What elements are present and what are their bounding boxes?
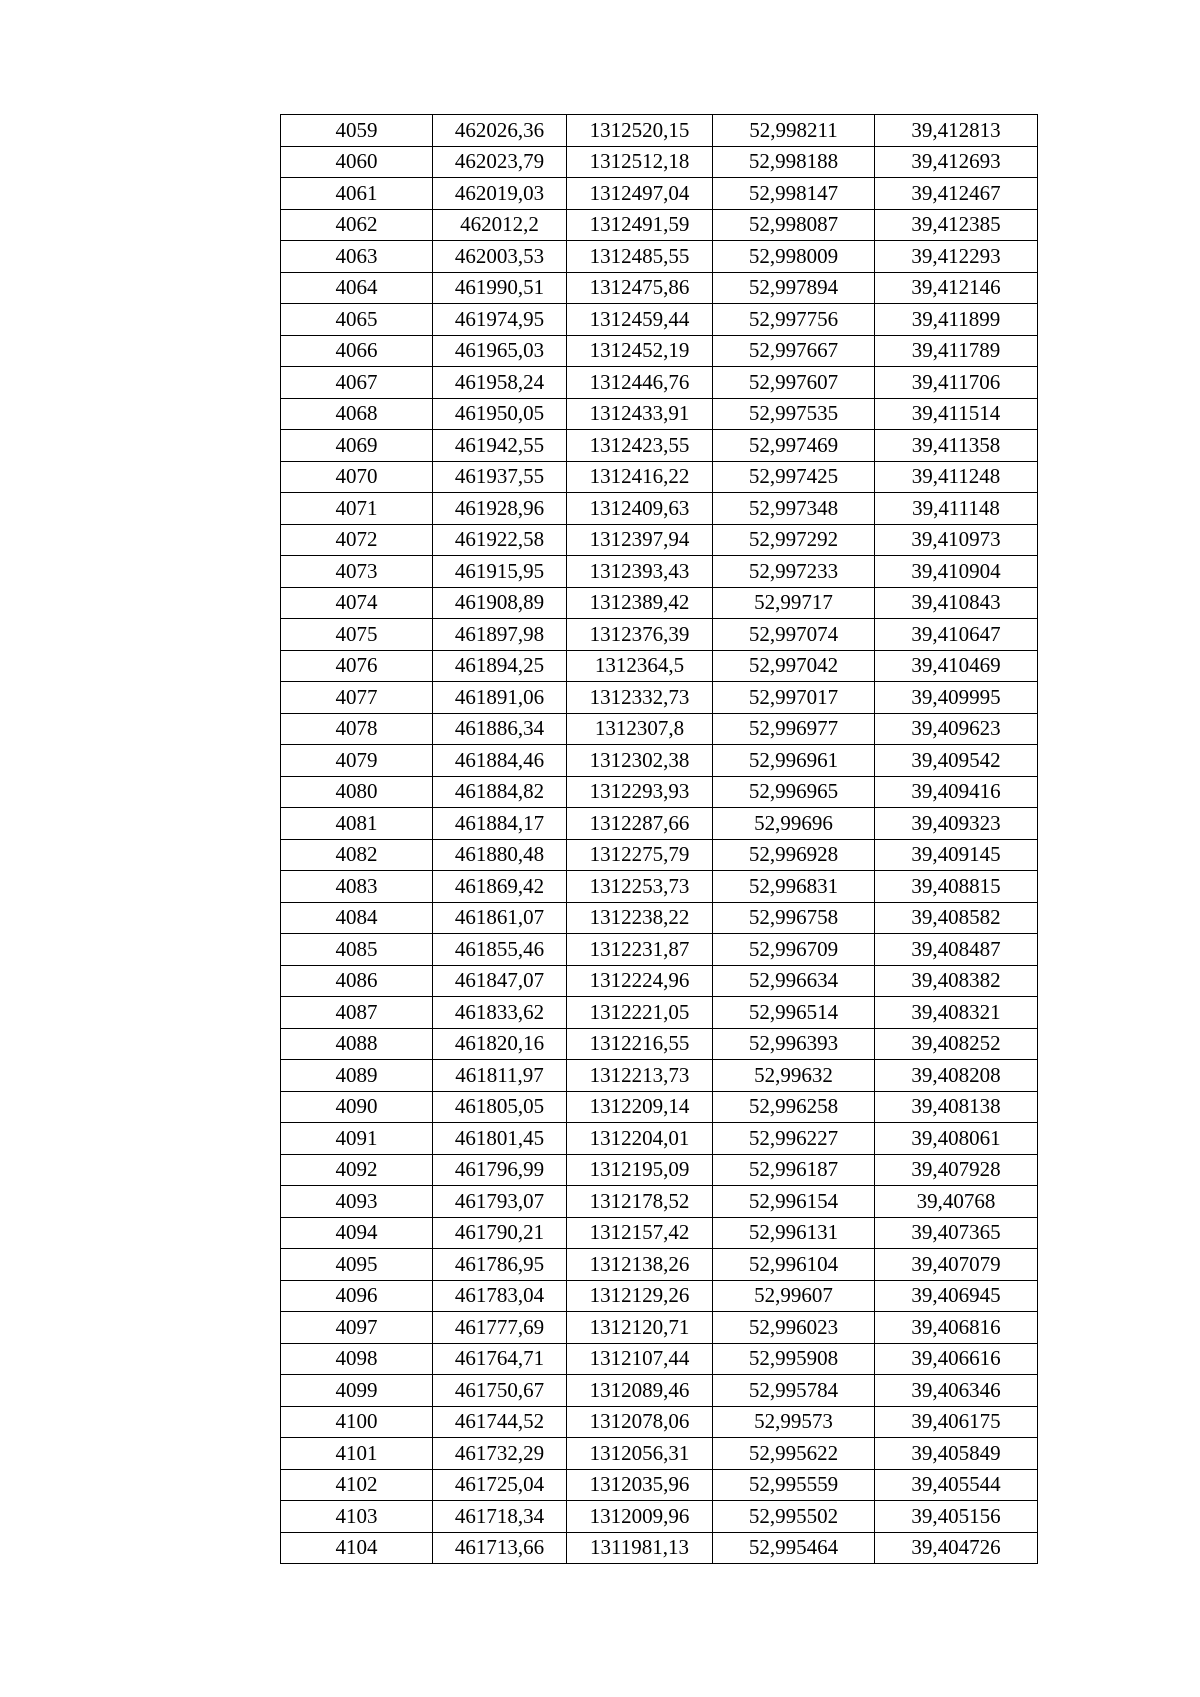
y-coordinate-cell: 1312078,06 xyxy=(567,1406,713,1438)
x-coordinate-cell: 461820,16 xyxy=(433,1028,567,1060)
point-number-cell: 4073 xyxy=(281,556,433,588)
y-coordinate-cell: 1312056,31 xyxy=(567,1438,713,1470)
point-number-cell: 4087 xyxy=(281,997,433,1029)
point-number-cell: 4063 xyxy=(281,241,433,273)
x-coordinate-cell: 462023,79 xyxy=(433,146,567,178)
longitude-cell: 39,412385 xyxy=(875,209,1038,241)
latitude-cell: 52,996634 xyxy=(713,965,875,997)
point-number-cell: 4071 xyxy=(281,493,433,525)
x-coordinate-cell: 461990,51 xyxy=(433,272,567,304)
latitude-cell: 52,996965 xyxy=(713,776,875,808)
point-number-cell: 4075 xyxy=(281,619,433,651)
longitude-cell: 39,412467 xyxy=(875,178,1038,210)
latitude-cell: 52,997894 xyxy=(713,272,875,304)
table-row xyxy=(281,1154,1038,1186)
longitude-cell: 39,408487 xyxy=(875,934,1038,966)
y-coordinate-cell: 1312009,96 xyxy=(567,1501,713,1533)
x-coordinate-cell: 461886,34 xyxy=(433,713,567,745)
point-number-cell: 4065 xyxy=(281,304,433,336)
x-coordinate-cell: 461805,05 xyxy=(433,1091,567,1123)
latitude-cell: 52,996831 xyxy=(713,871,875,903)
y-coordinate-cell: 1312178,52 xyxy=(567,1186,713,1218)
point-number-cell: 4060 xyxy=(281,146,433,178)
longitude-cell: 39,411706 xyxy=(875,367,1038,399)
latitude-cell: 52,996258 xyxy=(713,1091,875,1123)
point-number-cell: 4074 xyxy=(281,587,433,619)
table-row xyxy=(281,1406,1038,1438)
point-number-cell: 4091 xyxy=(281,1123,433,1155)
longitude-cell: 39,405156 xyxy=(875,1501,1038,1533)
y-coordinate-cell: 1312195,09 xyxy=(567,1154,713,1186)
y-coordinate-cell: 1312423,55 xyxy=(567,430,713,462)
x-coordinate-cell: 461713,66 xyxy=(433,1532,567,1564)
y-coordinate-cell: 1312120,71 xyxy=(567,1312,713,1344)
y-coordinate-cell: 1312204,01 xyxy=(567,1123,713,1155)
longitude-cell: 39,407365 xyxy=(875,1217,1038,1249)
y-coordinate-cell: 1312035,96 xyxy=(567,1469,713,1501)
latitude-cell: 52,996131 xyxy=(713,1217,875,1249)
x-coordinate-cell: 461894,25 xyxy=(433,650,567,682)
table-row xyxy=(281,776,1038,808)
table-row xyxy=(281,650,1038,682)
y-coordinate-cell: 1312287,66 xyxy=(567,808,713,840)
longitude-cell: 39,408382 xyxy=(875,965,1038,997)
longitude-cell: 39,412293 xyxy=(875,241,1038,273)
longitude-cell: 39,406175 xyxy=(875,1406,1038,1438)
latitude-cell: 52,99607 xyxy=(713,1280,875,1312)
longitude-cell: 39,409416 xyxy=(875,776,1038,808)
x-coordinate-cell: 461861,07 xyxy=(433,902,567,934)
longitude-cell: 39,409323 xyxy=(875,808,1038,840)
latitude-cell: 52,99717 xyxy=(713,587,875,619)
x-coordinate-cell: 461801,45 xyxy=(433,1123,567,1155)
longitude-cell: 39,405849 xyxy=(875,1438,1038,1470)
longitude-cell: 39,40768 xyxy=(875,1186,1038,1218)
longitude-cell: 39,411358 xyxy=(875,430,1038,462)
table-row xyxy=(281,335,1038,367)
point-number-cell: 4094 xyxy=(281,1217,433,1249)
longitude-cell: 39,410647 xyxy=(875,619,1038,651)
y-coordinate-cell: 1312293,93 xyxy=(567,776,713,808)
table-row xyxy=(281,808,1038,840)
point-number-cell: 4086 xyxy=(281,965,433,997)
latitude-cell: 52,996187 xyxy=(713,1154,875,1186)
x-coordinate-cell: 461783,04 xyxy=(433,1280,567,1312)
longitude-cell: 39,406945 xyxy=(875,1280,1038,1312)
longitude-cell: 39,406346 xyxy=(875,1375,1038,1407)
y-coordinate-cell: 1312332,73 xyxy=(567,682,713,714)
table-row xyxy=(281,745,1038,777)
latitude-cell: 52,996023 xyxy=(713,1312,875,1344)
latitude-cell: 52,998087 xyxy=(713,209,875,241)
latitude-cell: 52,996709 xyxy=(713,934,875,966)
table-row xyxy=(281,1186,1038,1218)
table-row xyxy=(281,1060,1038,1092)
longitude-cell: 39,409995 xyxy=(875,682,1038,714)
point-number-cell: 4093 xyxy=(281,1186,433,1218)
x-coordinate-cell: 461965,03 xyxy=(433,335,567,367)
y-coordinate-cell: 1312307,8 xyxy=(567,713,713,745)
latitude-cell: 52,997469 xyxy=(713,430,875,462)
y-coordinate-cell: 1312393,43 xyxy=(567,556,713,588)
table-row xyxy=(281,461,1038,493)
latitude-cell: 52,996977 xyxy=(713,713,875,745)
table-row xyxy=(281,1343,1038,1375)
longitude-cell: 39,405544 xyxy=(875,1469,1038,1501)
table-row xyxy=(281,1123,1038,1155)
table-row xyxy=(281,1375,1038,1407)
table-row xyxy=(281,997,1038,1029)
y-coordinate-cell: 1312209,14 xyxy=(567,1091,713,1123)
y-coordinate-cell: 1312376,39 xyxy=(567,619,713,651)
point-number-cell: 4069 xyxy=(281,430,433,462)
latitude-cell: 52,996961 xyxy=(713,745,875,777)
table-row xyxy=(281,241,1038,273)
longitude-cell: 39,410843 xyxy=(875,587,1038,619)
longitude-cell: 39,410973 xyxy=(875,524,1038,556)
x-coordinate-cell: 461884,82 xyxy=(433,776,567,808)
y-coordinate-cell: 1312275,79 xyxy=(567,839,713,871)
latitude-cell: 52,996227 xyxy=(713,1123,875,1155)
longitude-cell: 39,411899 xyxy=(875,304,1038,336)
point-number-cell: 4082 xyxy=(281,839,433,871)
x-coordinate-cell: 461897,98 xyxy=(433,619,567,651)
longitude-cell: 39,408061 xyxy=(875,1123,1038,1155)
y-coordinate-cell: 1312364,5 xyxy=(567,650,713,682)
table-row xyxy=(281,178,1038,210)
point-number-cell: 4098 xyxy=(281,1343,433,1375)
latitude-cell: 52,995908 xyxy=(713,1343,875,1375)
y-coordinate-cell: 1312433,91 xyxy=(567,398,713,430)
latitude-cell: 52,996928 xyxy=(713,839,875,871)
y-coordinate-cell: 1312497,04 xyxy=(567,178,713,210)
latitude-cell: 52,997667 xyxy=(713,335,875,367)
longitude-cell: 39,409145 xyxy=(875,839,1038,871)
longitude-cell: 39,410469 xyxy=(875,650,1038,682)
y-coordinate-cell: 1312107,44 xyxy=(567,1343,713,1375)
table-row xyxy=(281,556,1038,588)
x-coordinate-cell: 462003,53 xyxy=(433,241,567,273)
point-number-cell: 4067 xyxy=(281,367,433,399)
table-row xyxy=(281,524,1038,556)
y-coordinate-cell: 1312238,22 xyxy=(567,902,713,934)
longitude-cell: 39,404726 xyxy=(875,1532,1038,1564)
longitude-cell: 39,412693 xyxy=(875,146,1038,178)
longitude-cell: 39,411789 xyxy=(875,335,1038,367)
table-row xyxy=(281,304,1038,336)
y-coordinate-cell: 1312213,73 xyxy=(567,1060,713,1092)
longitude-cell: 39,408321 xyxy=(875,997,1038,1029)
point-number-cell: 4064 xyxy=(281,272,433,304)
point-number-cell: 4089 xyxy=(281,1060,433,1092)
coordinates-table xyxy=(280,114,1038,1564)
x-coordinate-cell: 461732,29 xyxy=(433,1438,567,1470)
x-coordinate-cell: 461974,95 xyxy=(433,304,567,336)
y-coordinate-cell: 1312485,55 xyxy=(567,241,713,273)
x-coordinate-cell: 461942,55 xyxy=(433,430,567,462)
longitude-cell: 39,412146 xyxy=(875,272,1038,304)
coordinates-table-body xyxy=(281,115,1038,1564)
table-row xyxy=(281,682,1038,714)
table-row xyxy=(281,839,1038,871)
point-number-cell: 4095 xyxy=(281,1249,433,1281)
x-coordinate-cell: 461908,89 xyxy=(433,587,567,619)
latitude-cell: 52,997074 xyxy=(713,619,875,651)
latitude-cell: 52,998211 xyxy=(713,115,875,147)
longitude-cell: 39,408138 xyxy=(875,1091,1038,1123)
point-number-cell: 4090 xyxy=(281,1091,433,1123)
x-coordinate-cell: 461793,07 xyxy=(433,1186,567,1218)
x-coordinate-cell: 461718,34 xyxy=(433,1501,567,1533)
point-number-cell: 4077 xyxy=(281,682,433,714)
longitude-cell: 39,409542 xyxy=(875,745,1038,777)
table-row xyxy=(281,871,1038,903)
latitude-cell: 52,996154 xyxy=(713,1186,875,1218)
y-coordinate-cell: 1312452,19 xyxy=(567,335,713,367)
latitude-cell: 52,99632 xyxy=(713,1060,875,1092)
point-number-cell: 4081 xyxy=(281,808,433,840)
longitude-cell: 39,410904 xyxy=(875,556,1038,588)
y-coordinate-cell: 1312512,18 xyxy=(567,146,713,178)
x-coordinate-cell: 461884,46 xyxy=(433,745,567,777)
y-coordinate-cell: 1312231,87 xyxy=(567,934,713,966)
latitude-cell: 52,995502 xyxy=(713,1501,875,1533)
y-coordinate-cell: 1312459,44 xyxy=(567,304,713,336)
x-coordinate-cell: 461950,05 xyxy=(433,398,567,430)
latitude-cell: 52,997607 xyxy=(713,367,875,399)
latitude-cell: 52,995559 xyxy=(713,1469,875,1501)
latitude-cell: 52,997292 xyxy=(713,524,875,556)
table-row xyxy=(281,1438,1038,1470)
x-coordinate-cell: 461847,07 xyxy=(433,965,567,997)
table-row xyxy=(281,1280,1038,1312)
latitude-cell: 52,996104 xyxy=(713,1249,875,1281)
latitude-cell: 52,995464 xyxy=(713,1532,875,1564)
latitude-cell: 52,998009 xyxy=(713,241,875,273)
y-coordinate-cell: 1312446,76 xyxy=(567,367,713,399)
x-coordinate-cell: 461833,62 xyxy=(433,997,567,1029)
table-row xyxy=(281,1028,1038,1060)
table-row xyxy=(281,587,1038,619)
table-row xyxy=(281,209,1038,241)
point-number-cell: 4062 xyxy=(281,209,433,241)
latitude-cell: 52,995784 xyxy=(713,1375,875,1407)
longitude-cell: 39,406616 xyxy=(875,1343,1038,1375)
point-number-cell: 4072 xyxy=(281,524,433,556)
longitude-cell: 39,409623 xyxy=(875,713,1038,745)
point-number-cell: 4085 xyxy=(281,934,433,966)
x-coordinate-cell: 461922,58 xyxy=(433,524,567,556)
longitude-cell: 39,406816 xyxy=(875,1312,1038,1344)
point-number-cell: 4061 xyxy=(281,178,433,210)
y-coordinate-cell: 1312129,26 xyxy=(567,1280,713,1312)
y-coordinate-cell: 1311981,13 xyxy=(567,1532,713,1564)
y-coordinate-cell: 1312409,63 xyxy=(567,493,713,525)
table-row xyxy=(281,367,1038,399)
point-number-cell: 4092 xyxy=(281,1154,433,1186)
latitude-cell: 52,995622 xyxy=(713,1438,875,1470)
x-coordinate-cell: 461915,95 xyxy=(433,556,567,588)
table-row xyxy=(281,493,1038,525)
x-coordinate-cell: 461928,96 xyxy=(433,493,567,525)
y-coordinate-cell: 1312302,38 xyxy=(567,745,713,777)
x-coordinate-cell: 461744,52 xyxy=(433,1406,567,1438)
table-row xyxy=(281,398,1038,430)
point-number-cell: 4078 xyxy=(281,713,433,745)
table-row xyxy=(281,1532,1038,1564)
table-row xyxy=(281,965,1038,997)
point-number-cell: 4102 xyxy=(281,1469,433,1501)
latitude-cell: 52,996514 xyxy=(713,997,875,1029)
table-row xyxy=(281,713,1038,745)
point-number-cell: 4099 xyxy=(281,1375,433,1407)
point-number-cell: 4101 xyxy=(281,1438,433,1470)
point-number-cell: 4080 xyxy=(281,776,433,808)
table-row xyxy=(281,272,1038,304)
point-number-cell: 4096 xyxy=(281,1280,433,1312)
latitude-cell: 52,997348 xyxy=(713,493,875,525)
point-number-cell: 4104 xyxy=(281,1532,433,1564)
x-coordinate-cell: 461891,06 xyxy=(433,682,567,714)
y-coordinate-cell: 1312397,94 xyxy=(567,524,713,556)
x-coordinate-cell: 461777,69 xyxy=(433,1312,567,1344)
table-row xyxy=(281,1217,1038,1249)
table-row xyxy=(281,115,1038,147)
table-row xyxy=(281,1249,1038,1281)
point-number-cell: 4059 xyxy=(281,115,433,147)
table-row xyxy=(281,1091,1038,1123)
x-coordinate-cell: 461796,99 xyxy=(433,1154,567,1186)
point-number-cell: 4066 xyxy=(281,335,433,367)
x-coordinate-cell: 462019,03 xyxy=(433,178,567,210)
table-row xyxy=(281,1469,1038,1501)
latitude-cell: 52,997042 xyxy=(713,650,875,682)
longitude-cell: 39,408208 xyxy=(875,1060,1038,1092)
latitude-cell: 52,997233 xyxy=(713,556,875,588)
longitude-cell: 39,411148 xyxy=(875,493,1038,525)
point-number-cell: 4088 xyxy=(281,1028,433,1060)
x-coordinate-cell: 461869,42 xyxy=(433,871,567,903)
y-coordinate-cell: 1312157,42 xyxy=(567,1217,713,1249)
point-number-cell: 4068 xyxy=(281,398,433,430)
longitude-cell: 39,411248 xyxy=(875,461,1038,493)
latitude-cell: 52,99696 xyxy=(713,808,875,840)
table-row xyxy=(281,619,1038,651)
longitude-cell: 39,407079 xyxy=(875,1249,1038,1281)
latitude-cell: 52,997425 xyxy=(713,461,875,493)
y-coordinate-cell: 1312520,15 xyxy=(567,115,713,147)
y-coordinate-cell: 1312224,96 xyxy=(567,965,713,997)
x-coordinate-cell: 462012,2 xyxy=(433,209,567,241)
longitude-cell: 39,407928 xyxy=(875,1154,1038,1186)
latitude-cell: 52,996758 xyxy=(713,902,875,934)
x-coordinate-cell: 461855,46 xyxy=(433,934,567,966)
y-coordinate-cell: 1312216,55 xyxy=(567,1028,713,1060)
table-row xyxy=(281,1312,1038,1344)
table-row xyxy=(281,1501,1038,1533)
y-coordinate-cell: 1312475,86 xyxy=(567,272,713,304)
table-row xyxy=(281,430,1038,462)
x-coordinate-cell: 462026,36 xyxy=(433,115,567,147)
longitude-cell: 39,408815 xyxy=(875,871,1038,903)
x-coordinate-cell: 461884,17 xyxy=(433,808,567,840)
latitude-cell: 52,998188 xyxy=(713,146,875,178)
y-coordinate-cell: 1312138,26 xyxy=(567,1249,713,1281)
y-coordinate-cell: 1312089,46 xyxy=(567,1375,713,1407)
latitude-cell: 52,997017 xyxy=(713,682,875,714)
latitude-cell: 52,997535 xyxy=(713,398,875,430)
x-coordinate-cell: 461750,67 xyxy=(433,1375,567,1407)
longitude-cell: 39,408582 xyxy=(875,902,1038,934)
x-coordinate-cell: 461811,97 xyxy=(433,1060,567,1092)
point-number-cell: 4103 xyxy=(281,1501,433,1533)
latitude-cell: 52,997756 xyxy=(713,304,875,336)
x-coordinate-cell: 461764,71 xyxy=(433,1343,567,1375)
x-coordinate-cell: 461790,21 xyxy=(433,1217,567,1249)
y-coordinate-cell: 1312491,59 xyxy=(567,209,713,241)
y-coordinate-cell: 1312416,22 xyxy=(567,461,713,493)
y-coordinate-cell: 1312253,73 xyxy=(567,871,713,903)
point-number-cell: 4083 xyxy=(281,871,433,903)
latitude-cell: 52,996393 xyxy=(713,1028,875,1060)
latitude-cell: 52,99573 xyxy=(713,1406,875,1438)
longitude-cell: 39,408252 xyxy=(875,1028,1038,1060)
table-row xyxy=(281,902,1038,934)
x-coordinate-cell: 461725,04 xyxy=(433,1469,567,1501)
point-number-cell: 4100 xyxy=(281,1406,433,1438)
x-coordinate-cell: 461786,95 xyxy=(433,1249,567,1281)
longitude-cell: 39,412813 xyxy=(875,115,1038,147)
x-coordinate-cell: 461958,24 xyxy=(433,367,567,399)
point-number-cell: 4076 xyxy=(281,650,433,682)
point-number-cell: 4070 xyxy=(281,461,433,493)
x-coordinate-cell: 461937,55 xyxy=(433,461,567,493)
point-number-cell: 4079 xyxy=(281,745,433,777)
table-row xyxy=(281,934,1038,966)
point-number-cell: 4097 xyxy=(281,1312,433,1344)
latitude-cell: 52,998147 xyxy=(713,178,875,210)
y-coordinate-cell: 1312389,42 xyxy=(567,587,713,619)
x-coordinate-cell: 461880,48 xyxy=(433,839,567,871)
point-number-cell: 4084 xyxy=(281,902,433,934)
table-row xyxy=(281,146,1038,178)
longitude-cell: 39,411514 xyxy=(875,398,1038,430)
y-coordinate-cell: 1312221,05 xyxy=(567,997,713,1029)
